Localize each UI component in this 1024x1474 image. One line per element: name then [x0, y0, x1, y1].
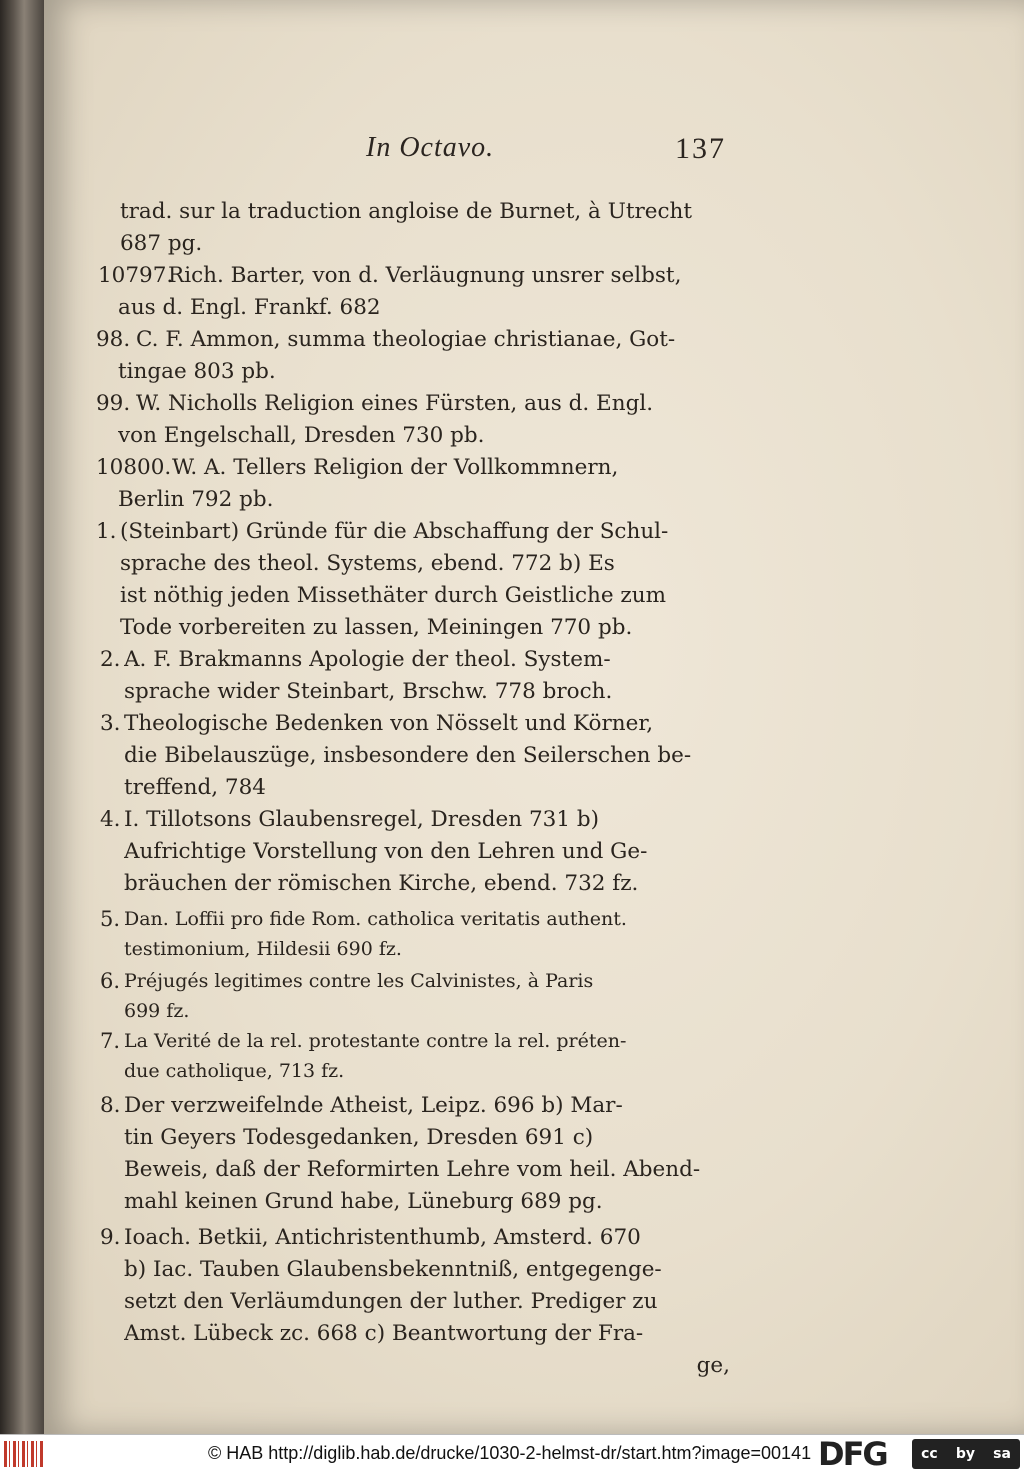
entry-line: La Verité de la rel. protestante contre la rel. préten-: [124, 1030, 627, 1052]
entry-number: 10797.: [98, 263, 174, 288]
entry-line: (Steinbart) Gründe für die Abschaffung der Schul-: [120, 519, 669, 544]
entry-line: b) Iac. Tauben Glaubensbekenntniß, entgegenge-: [124, 1257, 662, 1282]
entry-number: 3.: [100, 711, 121, 736]
barcode-icon: [4, 1441, 44, 1467]
entry-number: 4.: [100, 807, 121, 832]
catalog-entry: [120, 196, 710, 260]
entry-line: W. Nicholls Religion eines Fürsten, aus d. Engl.: [136, 391, 654, 416]
entry-number: 98.: [96, 327, 131, 352]
entry-line: Dan. Loffii pro fide Rom. catholica veritatis authent.: [124, 908, 627, 930]
catalog-entry: [100, 1090, 730, 1218]
entry-number: 10800.: [96, 455, 172, 480]
cc-icon: cc: [921, 1446, 938, 1462]
entry-line: Ioach. Betkii, Antichristenthumb, Amsterd. 670: [124, 1225, 641, 1250]
catalog-entry: [96, 324, 730, 388]
entry-line: C. F. Ammon, summa theologiae christianae, Got-: [136, 327, 676, 352]
by-icon: by: [955, 1446, 975, 1462]
entry-line: die Bibelauszüge, insbesondere den Seilerschen be-: [124, 743, 692, 768]
entry-line: sprache wider Steinbart, Brschw. 778 broch.: [124, 679, 613, 704]
entry-line: von Engelschall, Dresden 730 pb.: [118, 423, 485, 448]
entry-line: Der verzweifelnde Atheist, Leipz. 696 b) Mar-: [124, 1093, 623, 1118]
entry-number: 99.: [96, 391, 131, 416]
entry-number: 2.: [100, 647, 121, 672]
entry-line: 687 pg.: [120, 231, 203, 256]
entry-line: tin Geyers Todesgedanken, Dresden 691 c): [124, 1125, 594, 1150]
catalog-entry: [100, 708, 730, 804]
sa-icon: sa: [993, 1446, 1011, 1462]
catalog-entry: [100, 904, 730, 964]
page-header: [366, 132, 726, 172]
catalog-entry: [96, 516, 730, 644]
catalog-entry: [100, 966, 730, 1026]
entry-line: I. Tillotsons Glaubensregel, Dresden 731 b): [124, 807, 599, 832]
entry-line: bräuchen der römischen Kirche, ebend. 732 fz.: [124, 871, 639, 896]
entry-line: mahl keinen Grund habe, Lüneburg 689 pg.: [124, 1189, 603, 1214]
entry-line: Préjugés legitimes contre les Calvinistes, à Paris: [124, 970, 594, 992]
entry-line: Amst. Lübeck zc. 668 c) Beantwortung der Fra-: [124, 1321, 644, 1346]
cc-license-icon[interactable]: [912, 1439, 1020, 1469]
entry-line: Aufrichtige Vorstellung von den Lehren und Ge-: [124, 839, 648, 864]
catalog-entry: [96, 388, 730, 452]
entry-line: due catholique, 713 fz.: [124, 1060, 345, 1082]
entry-line: Tode vorbereiten zu lassen, Meiningen 770 pb.: [120, 615, 633, 640]
viewer-footer: [0, 1434, 1024, 1474]
entry-number: 6.: [100, 969, 121, 993]
catalog-entry: [98, 260, 730, 324]
catalog-entry: [100, 644, 730, 708]
book-spine-edge: [0, 0, 44, 1434]
entry-line: 699 fz.: [124, 1000, 190, 1022]
entry-line: Beweis, daß der Reformirten Lehre vom heil. Abend-: [124, 1157, 701, 1182]
catalog-entry: [100, 804, 730, 900]
entry-line: A. F. Brakmanns Apologie der theol. System-: [124, 647, 611, 672]
dfg-logo: DFG: [818, 1435, 887, 1473]
catalog-entry: [100, 1026, 730, 1086]
entry-line: ist nöthig jeden Missethäter durch Geistliche zum: [120, 583, 666, 608]
entry-number: 5.: [100, 907, 121, 931]
entry-line: treffend, 784: [124, 775, 266, 800]
copyright-link[interactable]: © HAB http://diglib.hab.de/drucke/1030-2-helmst-dr/start.htm?image=00141: [208, 1443, 812, 1463]
entry-line: W. A. Tellers Religion der Vollkommnern,: [172, 455, 619, 480]
entry-line: tingae 803 pb.: [118, 359, 276, 384]
entry-line: Theologische Bedenken von Nösselt und Körner,: [124, 711, 654, 736]
entry-line: Rich. Barter, von d. Verläugnung unsrer selbst,: [168, 263, 682, 288]
entry-line: testimonium, Hildesii 690 fz.: [124, 938, 402, 960]
running-title: In Octavo.: [366, 132, 495, 163]
entry-number: 7.: [100, 1029, 121, 1053]
entry-line: setzt den Verläumdungen der luther. Prediger zu: [124, 1289, 658, 1314]
page-number: 137: [675, 132, 726, 165]
entry-number: 9.: [100, 1225, 121, 1250]
entry-line: ge,: [696, 1353, 730, 1378]
entry-line: aus d. Engl. Frankf. 682: [118, 295, 381, 320]
entry-number: 1.: [96, 519, 117, 544]
entry-line: sprache des theol. Systems, ebend. 772 b) Es: [120, 551, 615, 576]
entry-line: Berlin 792 pb.: [118, 487, 274, 512]
entry-line: trad. sur la traduction angloise de Burnet, à Utrecht: [120, 199, 692, 224]
catalog-entry: [96, 452, 730, 516]
book-page: [44, 0, 1024, 1434]
catalog-entry: [100, 1222, 730, 1382]
entry-number: 8.: [100, 1093, 121, 1118]
